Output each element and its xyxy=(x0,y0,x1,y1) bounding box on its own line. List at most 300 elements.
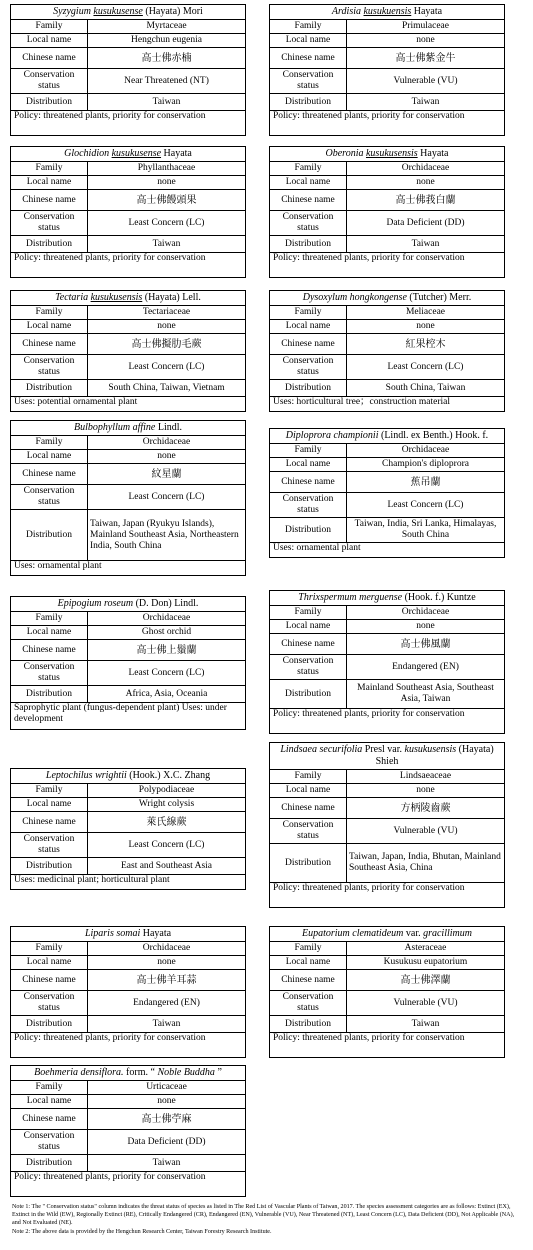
row-family xyxy=(11,612,245,626)
row-local xyxy=(11,320,245,334)
species-table xyxy=(11,942,245,1033)
card-footer: Policy: threatened plants, priority for conservation xyxy=(14,253,206,263)
species-table xyxy=(270,162,504,253)
species-table xyxy=(11,436,245,561)
label-distribution: Distribution xyxy=(270,844,347,883)
row-local xyxy=(11,1095,245,1109)
label-family: Family xyxy=(270,770,347,784)
species-title xyxy=(11,421,245,436)
value-chinese: 高士佛上鬚蘭 xyxy=(88,640,246,661)
value-local: none xyxy=(88,176,246,190)
row-status xyxy=(270,493,504,518)
label-chinese: Chinese name xyxy=(270,970,347,991)
card-footer: Policy: threatened plants, priority for conservation xyxy=(273,111,465,121)
row-distribution xyxy=(11,510,245,561)
row-status xyxy=(11,833,245,858)
species-card xyxy=(269,146,505,278)
value-distribution: Taiwan, India, Sri Lanka, Himalayas, South China xyxy=(347,518,505,543)
value-family: Myrtaceae xyxy=(88,20,246,34)
species-table xyxy=(270,770,504,883)
species-table xyxy=(11,1081,245,1172)
label-chinese: Chinese name xyxy=(270,334,347,355)
value-local: none xyxy=(347,320,505,334)
footnotes xyxy=(12,1203,522,1236)
author: var. xyxy=(405,928,421,939)
value-family: Orchidaceae xyxy=(88,942,246,956)
value-chinese: 高士佛澤蘭 xyxy=(347,970,505,991)
value-distribution: Taiwan, Japan, India, Bhutan, Mainland Southeast Asia, China xyxy=(347,844,505,883)
label-local: Local name xyxy=(270,176,347,190)
label-distribution: Distribution xyxy=(11,1155,88,1172)
row-distribution xyxy=(270,680,504,709)
species-title xyxy=(270,743,504,770)
label-chinese: Chinese name xyxy=(11,334,88,355)
label-distribution: Distribution xyxy=(270,1016,347,1033)
value-family: Primulaceae xyxy=(347,20,505,34)
row-family xyxy=(270,606,504,620)
value-local: none xyxy=(347,176,505,190)
label-status: Conservation status xyxy=(270,655,347,680)
row-family xyxy=(270,162,504,176)
label-local: Local name xyxy=(11,798,88,812)
label-status: Conservation status xyxy=(270,69,347,94)
species-table xyxy=(11,784,245,875)
value-distribution: South China, Taiwan, Vietnam xyxy=(88,380,246,397)
label-distribution: Distribution xyxy=(11,510,88,561)
row-chinese xyxy=(11,334,245,355)
row-status xyxy=(11,661,245,686)
row-chinese xyxy=(11,970,245,991)
value-distribution: Taiwan xyxy=(88,1016,246,1033)
label-local: Local name xyxy=(270,956,347,970)
value-family: Orchidaceae xyxy=(347,444,505,458)
species-card xyxy=(10,1065,246,1197)
infraspecific-author: (Hayata) Shieh xyxy=(375,744,494,767)
label-local: Local name xyxy=(11,626,88,640)
species-title xyxy=(270,927,504,942)
label-chinese: Chinese name xyxy=(270,48,347,69)
value-family: Phyllanthaceae xyxy=(88,162,246,176)
author: Hayata xyxy=(163,148,192,159)
label-distribution: Distribution xyxy=(11,686,88,703)
row-family xyxy=(11,20,245,34)
row-distribution xyxy=(11,686,245,703)
value-distribution: Taiwan xyxy=(347,94,505,111)
species-card xyxy=(10,768,246,890)
infraspecific-name: gracillimum xyxy=(423,928,472,939)
scientific-name: Lindsaea securifolia xyxy=(280,744,363,755)
row-chinese xyxy=(11,190,245,211)
row-status xyxy=(270,655,504,680)
author: Presl var. xyxy=(364,744,402,755)
row-chinese xyxy=(270,334,504,355)
value-chinese: 高士佛羊耳蒜 xyxy=(88,970,246,991)
row-local xyxy=(270,320,504,334)
label-chinese: Chinese name xyxy=(11,190,88,211)
row-status xyxy=(11,1130,245,1155)
value-local: Champion's diploprora xyxy=(347,458,505,472)
value-status: Endangered (EN) xyxy=(347,655,505,680)
label-family: Family xyxy=(11,436,88,450)
species-table xyxy=(11,306,245,397)
label-family: Family xyxy=(11,162,88,176)
value-local: Ghost orchid xyxy=(88,626,246,640)
note-1: Note 1: The " Conservation status" column indicates the threat status of species as listed in The Red List of Vascular Plants of Taiwan, 2017. The species assessment categories are as follows: Extinct (EX), Extinct in the Wild (EW), Regionally Extinct (RE), Critically Endangered (CR), Endangered (EN), Vulnerable (VU), Near Threatened (NT), Least Concern (LC), Data Deficient (DD), Not Applicable (NA), and Not Evaluated (NE). xyxy=(12,1204,515,1227)
value-status: Least Concern (LC) xyxy=(88,833,246,858)
species-table xyxy=(270,444,504,543)
value-status: Least Concern (LC) xyxy=(88,355,246,380)
value-status: Least Concern (LC) xyxy=(347,355,505,380)
species-table xyxy=(270,606,504,709)
row-chinese xyxy=(11,812,245,833)
value-distribution: Taiwan xyxy=(347,1016,505,1033)
scientific-name: Dysoxylum hongkongense xyxy=(302,292,407,303)
label-local: Local name xyxy=(11,956,88,970)
value-distribution: East and Southeast Asia xyxy=(88,858,246,875)
label-chinese: Chinese name xyxy=(11,1109,88,1130)
value-chinese: 蕉吊蘭 xyxy=(347,472,505,493)
species-table xyxy=(11,612,245,703)
author: (D. Don) Lindl. xyxy=(135,598,199,609)
species-table xyxy=(270,20,504,111)
row-distribution xyxy=(270,518,504,543)
value-status: Vulnerable (VU) xyxy=(347,819,505,844)
card-footer: Policy: threatened plants, priority for conservation xyxy=(14,1172,206,1182)
label-distribution: Distribution xyxy=(11,380,88,397)
value-local: none xyxy=(88,320,246,334)
label-status: Conservation status xyxy=(270,991,347,1016)
value-status: Least Concern (LC) xyxy=(88,485,246,510)
row-chinese xyxy=(11,464,245,485)
label-status: Conservation status xyxy=(11,661,88,686)
row-local xyxy=(270,176,504,190)
row-distribution xyxy=(11,858,245,875)
value-family: Lindsaeaceae xyxy=(347,770,505,784)
value-chinese: 方柄陵齒蕨 xyxy=(347,798,505,819)
label-status: Conservation status xyxy=(270,211,347,236)
label-distribution: Distribution xyxy=(11,1016,88,1033)
label-family: Family xyxy=(270,942,347,956)
scientific-name: Bulbophyllum affine xyxy=(73,422,156,433)
row-family xyxy=(11,784,245,798)
value-distribution: Africa, Asia, Oceania xyxy=(88,686,246,703)
row-local xyxy=(270,620,504,634)
row-status xyxy=(11,485,245,510)
card-footer: Policy: threatened plants, priority for conservation xyxy=(14,1033,206,1043)
value-distribution: Taiwan, Japan (Ryukyu Islands), Mainland Southeast Asia, Northeastern India, South China xyxy=(88,510,246,561)
scientific-name: Boehmeria densiflora. xyxy=(34,1067,124,1078)
value-distribution: Taiwan xyxy=(88,1155,246,1172)
row-status xyxy=(11,991,245,1016)
row-chinese xyxy=(270,190,504,211)
value-family: Orchidaceae xyxy=(88,436,246,450)
label-chinese: Chinese name xyxy=(11,640,88,661)
label-status: Conservation status xyxy=(11,211,88,236)
value-distribution: Taiwan xyxy=(347,236,505,253)
row-chinese xyxy=(270,970,504,991)
label-family: Family xyxy=(11,306,88,320)
value-distribution: Mainland Southeast Asia, Southeast Asia, Taiwan xyxy=(347,680,505,709)
species-card xyxy=(269,290,505,412)
label-status: Conservation status xyxy=(11,833,88,858)
label-family: Family xyxy=(11,612,88,626)
scientific-name: Leptochilus wrightii xyxy=(45,770,127,781)
scientific-name: Syzygium xyxy=(53,6,91,17)
label-family: Family xyxy=(11,1081,88,1095)
row-distribution xyxy=(270,844,504,883)
label-family: Family xyxy=(270,606,347,620)
label-status: Conservation status xyxy=(11,69,88,94)
card-footer: Uses: horticultural tree；construction material xyxy=(273,397,451,407)
scientific-name: Oberonia xyxy=(325,148,364,159)
infraspecific-name: Noble Buddha xyxy=(157,1067,215,1078)
row-family xyxy=(270,770,504,784)
row-status xyxy=(270,355,504,380)
label-chinese: Chinese name xyxy=(270,472,347,493)
value-local: Wright colysis xyxy=(88,798,246,812)
value-local: Kusukusu eupatorium xyxy=(347,956,505,970)
card-footer: Policy: threatened plants, priority for conservation xyxy=(273,709,465,719)
row-chinese xyxy=(270,472,504,493)
row-local xyxy=(270,34,504,48)
label-local: Local name xyxy=(11,34,88,48)
row-chinese xyxy=(11,48,245,69)
label-status: Conservation status xyxy=(11,991,88,1016)
species-table xyxy=(270,306,504,397)
species-title xyxy=(11,927,245,942)
label-distribution: Distribution xyxy=(270,94,347,111)
author: form. “ xyxy=(126,1067,155,1078)
species-title xyxy=(11,291,245,306)
row-chinese xyxy=(11,640,245,661)
author: (Lindl. ex Benth.) Hook. f. xyxy=(380,430,489,441)
label-chinese: Chinese name xyxy=(11,48,88,69)
value-status: Vulnerable (VU) xyxy=(347,69,505,94)
label-family: Family xyxy=(11,942,88,956)
author: (Hook. f.) Kuntze xyxy=(404,592,476,603)
row-local xyxy=(270,956,504,970)
species-title xyxy=(270,5,504,20)
value-status: Least Concern (LC) xyxy=(347,493,505,518)
label-chinese: Chinese name xyxy=(11,812,88,833)
card-footer: Policy: threatened plants, priority for conservation xyxy=(14,111,206,121)
label-status: Conservation status xyxy=(270,819,347,844)
scientific-name: Glochidion xyxy=(64,148,110,159)
card-footer: Saprophytic plant (fungus-dependent plant) Uses: under development xyxy=(14,703,227,724)
author: (Hayata) Mori xyxy=(145,6,203,17)
scientific-epithet: kusukusensis xyxy=(365,148,418,159)
card-footer: Policy: threatened plants, priority for conservation xyxy=(273,883,465,893)
scientific-name: Thrixspermum merguense xyxy=(298,592,403,603)
value-family: Orchidaceae xyxy=(347,606,505,620)
species-title xyxy=(11,597,245,612)
value-family: Asteraceae xyxy=(347,942,505,956)
value-family: Urticaceae xyxy=(88,1081,246,1095)
value-local: none xyxy=(88,1095,246,1109)
scientific-epithet: kusukusense xyxy=(111,148,162,159)
species-title xyxy=(11,147,245,162)
row-chinese xyxy=(11,1109,245,1130)
label-local: Local name xyxy=(11,450,88,464)
row-family xyxy=(11,1081,245,1095)
label-family: Family xyxy=(270,20,347,34)
label-family: Family xyxy=(270,306,347,320)
label-local: Local name xyxy=(270,34,347,48)
value-local: Hengchun eugenia xyxy=(88,34,246,48)
label-family: Family xyxy=(11,20,88,34)
row-distribution xyxy=(270,236,504,253)
value-chinese: 高士佛紫金牛 xyxy=(347,48,505,69)
scientific-name: Diploprora championii xyxy=(285,430,379,441)
value-chinese: 高士佛赤楠 xyxy=(88,48,246,69)
species-card xyxy=(10,596,246,730)
author: Hayata xyxy=(142,928,172,939)
species-card xyxy=(269,926,505,1058)
card-footer: Uses: ornamental plant xyxy=(14,561,102,571)
label-chinese: Chinese name xyxy=(270,634,347,655)
label-status: Conservation status xyxy=(270,493,347,518)
label-family: Family xyxy=(270,444,347,458)
label-distribution: Distribution xyxy=(270,380,347,397)
label-distribution: Distribution xyxy=(270,236,347,253)
row-distribution xyxy=(11,1155,245,1172)
label-local: Local name xyxy=(270,320,347,334)
scientific-epithet: kusukuensis xyxy=(363,6,412,17)
species-card xyxy=(10,926,246,1058)
row-local xyxy=(270,784,504,798)
author: (Tutcher) Merr. xyxy=(409,292,472,303)
value-chinese: 高士佛風蘭 xyxy=(347,634,505,655)
card-footer: Uses: medicinal plant; horticultural plant xyxy=(14,875,170,885)
species-card xyxy=(269,428,505,558)
value-status: Near Threatened (NT) xyxy=(88,69,246,94)
label-status: Conservation status xyxy=(11,485,88,510)
label-chinese: Chinese name xyxy=(11,970,88,991)
species-card xyxy=(10,146,246,278)
row-chinese xyxy=(270,798,504,819)
scientific-name: Liparis somai xyxy=(84,928,141,939)
row-local xyxy=(11,626,245,640)
value-chinese: 高士佛擬肋毛蕨 xyxy=(88,334,246,355)
species-card xyxy=(10,4,246,136)
label-status: Conservation status xyxy=(11,1130,88,1155)
scientific-epithet: kusukusensis xyxy=(90,292,143,303)
row-status xyxy=(11,69,245,94)
value-local: none xyxy=(88,450,246,464)
value-status: Data Deficient (DD) xyxy=(88,1130,246,1155)
scientific-name: Ardisia xyxy=(331,6,361,17)
value-chinese: 萊氏線蕨 xyxy=(88,812,246,833)
value-family: Meliaceae xyxy=(347,306,505,320)
value-local: none xyxy=(347,34,505,48)
author: Hayata xyxy=(420,148,449,159)
value-family: Orchidaceae xyxy=(88,612,246,626)
value-status: Endangered (EN) xyxy=(88,991,246,1016)
label-distribution: Distribution xyxy=(270,518,347,543)
species-card xyxy=(269,590,505,734)
row-family xyxy=(11,306,245,320)
value-distribution: Taiwan xyxy=(88,236,246,253)
species-card xyxy=(10,420,246,576)
row-family xyxy=(11,162,245,176)
value-chinese: 高士佛饅頭果 xyxy=(88,190,246,211)
row-distribution xyxy=(11,380,245,397)
row-distribution xyxy=(11,1016,245,1033)
value-family: Orchidaceae xyxy=(347,162,505,176)
infraspecific-name: kusukusensis xyxy=(404,744,457,755)
value-family: Tectariaceae xyxy=(88,306,246,320)
species-title xyxy=(11,5,245,20)
card-footer: Uses: potential ornamental plant xyxy=(14,397,138,407)
label-distribution: Distribution xyxy=(11,858,88,875)
row-distribution xyxy=(270,380,504,397)
label-local: Local name xyxy=(270,458,347,472)
value-local: none xyxy=(347,784,505,798)
value-family: Polypodiaceae xyxy=(88,784,246,798)
label-local: Local name xyxy=(11,1095,88,1109)
row-distribution xyxy=(11,94,245,111)
author: Lindl. xyxy=(157,422,183,433)
row-chinese xyxy=(270,634,504,655)
value-chinese: 高士佛莪白蘭 xyxy=(347,190,505,211)
species-title xyxy=(270,591,504,606)
species-card xyxy=(269,742,505,908)
label-local: Local name xyxy=(11,320,88,334)
value-local: none xyxy=(347,620,505,634)
species-title xyxy=(11,769,245,784)
species-title xyxy=(270,429,504,444)
label-status: Conservation status xyxy=(11,355,88,380)
row-chinese xyxy=(270,48,504,69)
row-status xyxy=(270,819,504,844)
row-family xyxy=(270,942,504,956)
row-family xyxy=(270,306,504,320)
row-family xyxy=(270,20,504,34)
species-title xyxy=(270,147,504,162)
label-status: Conservation status xyxy=(270,355,347,380)
row-status xyxy=(270,211,504,236)
label-distribution: Distribution xyxy=(270,680,347,709)
species-title xyxy=(270,291,504,306)
value-distribution: South China, Taiwan xyxy=(347,380,505,397)
label-chinese: Chinese name xyxy=(270,798,347,819)
species-title xyxy=(11,1066,245,1081)
label-chinese: Chinese name xyxy=(11,464,88,485)
value-local: none xyxy=(88,956,246,970)
value-status: Vulnerable (VU) xyxy=(347,991,505,1016)
label-chinese: Chinese name xyxy=(270,190,347,211)
row-distribution xyxy=(11,236,245,253)
value-status: Least Concern (LC) xyxy=(88,211,246,236)
author: Hayata xyxy=(413,6,443,17)
value-chinese: 高士佛苧麻 xyxy=(88,1109,246,1130)
row-status xyxy=(11,211,245,236)
row-local xyxy=(11,450,245,464)
label-local: Local name xyxy=(11,176,88,190)
value-chinese: 紅果椌木 xyxy=(347,334,505,355)
scientific-epithet: kusukusense xyxy=(93,6,143,17)
author: (Hook.) X.C. Zhang xyxy=(129,770,211,781)
row-status xyxy=(11,355,245,380)
label-family: Family xyxy=(11,784,88,798)
value-status: Least Concern (LC) xyxy=(88,661,246,686)
note-2: Note 2: The above data is provided by the Hengchun Research Center, Taiwan Forestry Research Institute. xyxy=(12,1228,272,1235)
row-status xyxy=(270,991,504,1016)
row-family xyxy=(270,444,504,458)
value-chinese: 紋星蘭 xyxy=(88,464,246,485)
row-local xyxy=(11,34,245,48)
row-local xyxy=(11,176,245,190)
